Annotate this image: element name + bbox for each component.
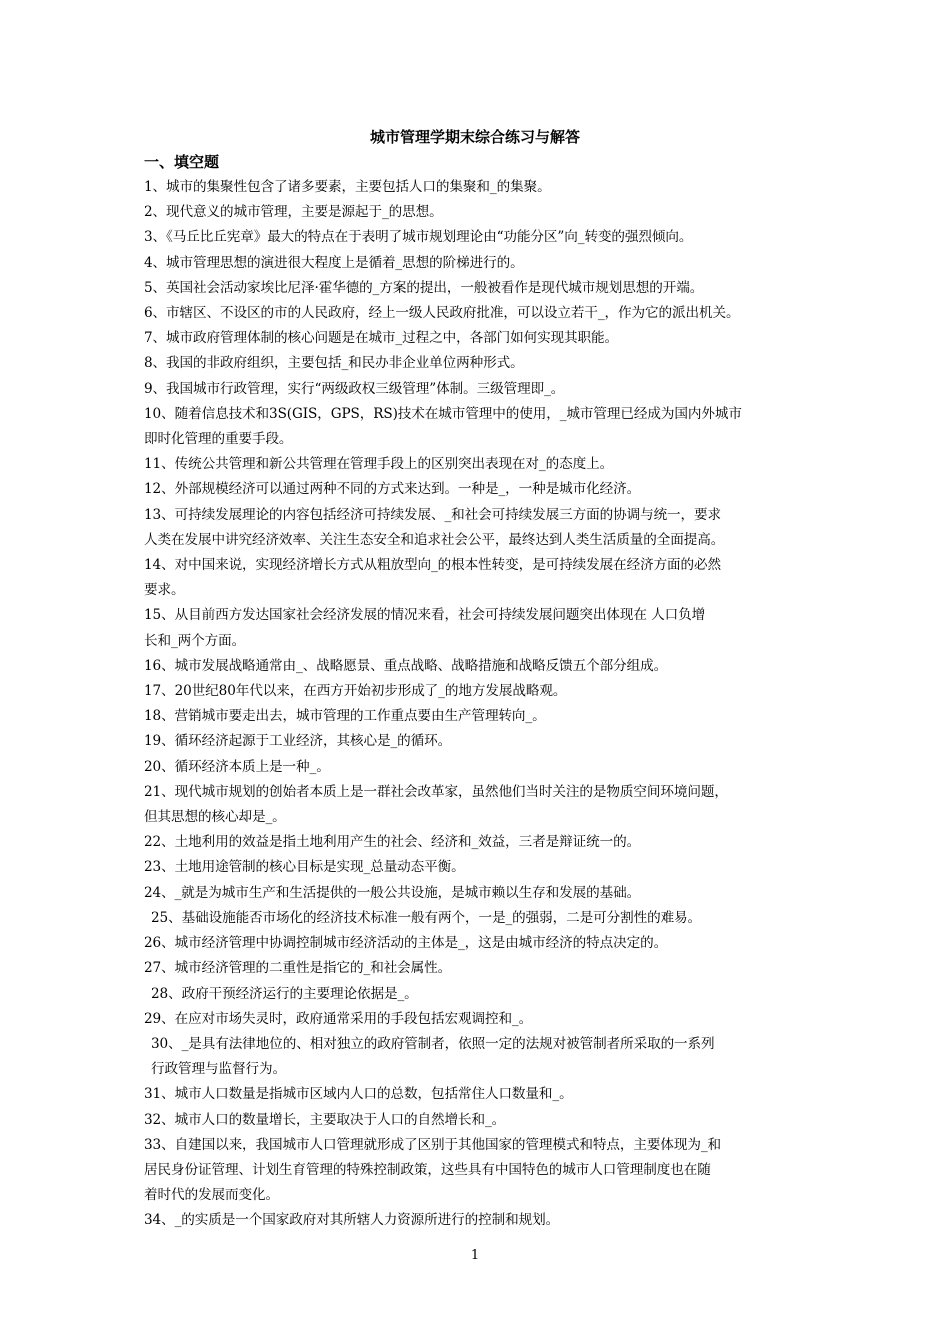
question-item: [144, 251, 812, 276]
question-line: 7、城市政府管理体制的核心问题是在城市_过程之中，各部门如何实现其职能。: [144, 330, 619, 347]
question-item: [144, 477, 812, 502]
question-item: [144, 679, 812, 704]
question-line: 9、我国城市行政管理，实行“两级政权三级管理”体制。三级管理即_。: [144, 380, 565, 397]
question-item: [144, 780, 812, 830]
question-line: 32、城市人口的数量增长，主要取决于人口的自然增长和_。: [144, 1111, 506, 1128]
question-line: 21、现代城市规划的创始者本质上是一群社会改革家，虽然他们当时关注的是物质空间环境问题，: [144, 783, 728, 800]
document-title: 城市管理学期末综合练习与解答: [369, 128, 580, 146]
question-item: [144, 755, 812, 780]
question-line: 居民身份证管理、计划生育管理的特殊控制政策，这些具有中国特色的城市人口管理制度也在随: [144, 1161, 711, 1178]
question-item: [144, 881, 812, 906]
question-line: 着时代的发展而变化。: [144, 1187, 279, 1204]
question-item: [144, 603, 812, 653]
question-item: [144, 402, 812, 452]
question-line: 33、自建国以来，我国城市人口管理就形成了区别于其他国家的管理模式和特点，主要体现为_和: [144, 1136, 722, 1153]
question-list: [144, 175, 812, 1234]
question-line: 15、从目前西方发达国家社会经济发展的情况来看，社会可持续发展问题突出体现在 人口负增: [144, 607, 706, 624]
question-line: 10、随着信息技术和3S(GIS，GPS，RS)技术在城市管理中的使用，_城市管理已经成为国内外城市: [144, 405, 742, 422]
question-line: 14、对中国来说，实现经济增长方式从粗放型向_的根本性转变，是可持续发展在经济方面的必然: [144, 557, 722, 574]
question-item: [144, 200, 812, 225]
question-item: [144, 326, 812, 351]
question-line: 31、城市人口数量是指城市区域内人口的总数，包括常住人口数量和_。: [144, 1086, 573, 1103]
question-item: [144, 377, 812, 402]
question-line: 即时化管理的重要手段。: [144, 431, 293, 448]
question-line: 23、土地用途管制的核心目标是实现_总量动态平衡。: [144, 859, 465, 876]
question-line: 5、英国社会活动家埃比尼泽·霍华德的_方案的提出，一般被看作是现代城市规划思想的开端。: [144, 279, 704, 296]
question-line: 34、_的实质是一个国家政府对其所辖人力资源所进行的控制和规划。: [144, 1212, 560, 1229]
question-line: 长和_两个方面。: [144, 632, 246, 649]
question-line: 25、基础设施能否市场化的经济技术标准一般有两个，一是_的强弱，二是可分割性的难易。: [151, 909, 702, 926]
question-item: [144, 225, 812, 250]
question-line: 3、《马丘比丘宪章》最大的特点在于表明了城市规划理论由“功能分区”向_转变的强烈倾向。: [144, 229, 693, 246]
question-item: [144, 1082, 812, 1107]
question-line: 29、在应对市场失灵时，政府通常采用的手段包括宏观调控和_。: [144, 1010, 533, 1027]
question-line: 22、土地利用的效益是指土地利用产生的社会、经济和_效益，三者是辩证统一的。: [144, 834, 641, 851]
question-line: 要求。: [144, 582, 185, 599]
page-number: 1: [470, 1248, 480, 1263]
question-item: [144, 1133, 812, 1209]
question-line: 行政管理与监督行为。: [151, 1061, 286, 1078]
question-line: 人类在发展中讲究经济效率、关注生态安全和追求社会公平，最终达到人类生活质量的全面提高。: [144, 531, 725, 548]
question-line: 28、政府干预经济运行的主要理论依据是_。: [151, 985, 418, 1002]
question-item: [144, 1108, 812, 1133]
question-line: 1、城市的集聚性包含了诸多要素，主要包括人口的集聚和_的集聚。: [144, 179, 551, 195]
question-line: 26、城市经济管理中协调控制城市经济活动的主体是_，这是由城市经济的特点决定的。: [144, 935, 668, 952]
question-line: 20、循环经济本质上是一种_。: [144, 758, 330, 775]
question-item: [144, 956, 812, 981]
question-item: [144, 654, 812, 679]
question-line: 8、我国的非政府组织，主要包括_和民办非企业单位两种形式。: [144, 355, 524, 372]
question-item: [144, 553, 812, 603]
question-line: 24、_就是为城市生产和生活提供的一般公共设施，是城市赖以生存和发展的基础。: [144, 884, 641, 901]
question-item: [144, 855, 812, 880]
question-item: [144, 704, 812, 729]
question-item: [144, 1007, 812, 1032]
question-line: 27、城市经济管理的二重性是指它的_和社会属性。: [144, 960, 452, 977]
question-item: [144, 276, 812, 301]
question-line: 但其思想的核心却是_。: [144, 809, 286, 826]
question-item: [144, 452, 812, 477]
question-line: 4、城市管理思想的演进很大程度上是循着_思想的阶梯进行的。: [144, 254, 524, 271]
question-line: 17、20世纪80年代以来，在西方开始初步形成了_的地方发展战略观。: [144, 683, 567, 700]
question-item: [144, 729, 812, 754]
question-item: [144, 503, 812, 553]
question-line: 12、外部规模经济可以通过两种不同的方式来达到。一种是_，一种是城市化经济。: [144, 481, 641, 498]
question-item: [144, 906, 812, 931]
question-line: 2、现代意义的城市管理，主要是源起于_的思想。: [144, 204, 443, 221]
question-item: [144, 982, 812, 1007]
section-heading: 一、填空题: [144, 153, 220, 171]
question-line: 6、市辖区、不设区的市的人民政府，经上一级人民政府批准，可以设立若干_，作为它的派出机关。: [144, 305, 740, 322]
question-line: 18、营销城市要走出去，城市管理的工作重点要由生产管理转向_。: [144, 708, 546, 725]
question-item: [144, 351, 812, 376]
question-item: [144, 830, 812, 855]
question-item: [144, 1032, 812, 1082]
question-item: [144, 175, 812, 200]
question-item: [144, 1208, 812, 1233]
question-line: 13、可持续发展理论的内容包括经济可持续发展、_和社会可持续发展三方面的协调与统一，要求: [144, 506, 722, 523]
question-line: 30、_是具有法律地位的、相对独立的政府管制者，依照一定的法规对被管制者所采取的一系列: [151, 1035, 715, 1052]
question-line: 16、城市发展战略通常由_、战略愿景、重点战略、战略措施和战略反馈五个部分组成。: [144, 657, 668, 674]
question-item: [144, 931, 812, 956]
question-item: [144, 301, 812, 326]
question-line: 19、循环经济起源于工业经济，其核心是_的循环。: [144, 733, 452, 750]
question-line: 11、传统公共管理和新公共管理在管理手段上的区别突出表现在对_的态度上。: [144, 456, 614, 473]
